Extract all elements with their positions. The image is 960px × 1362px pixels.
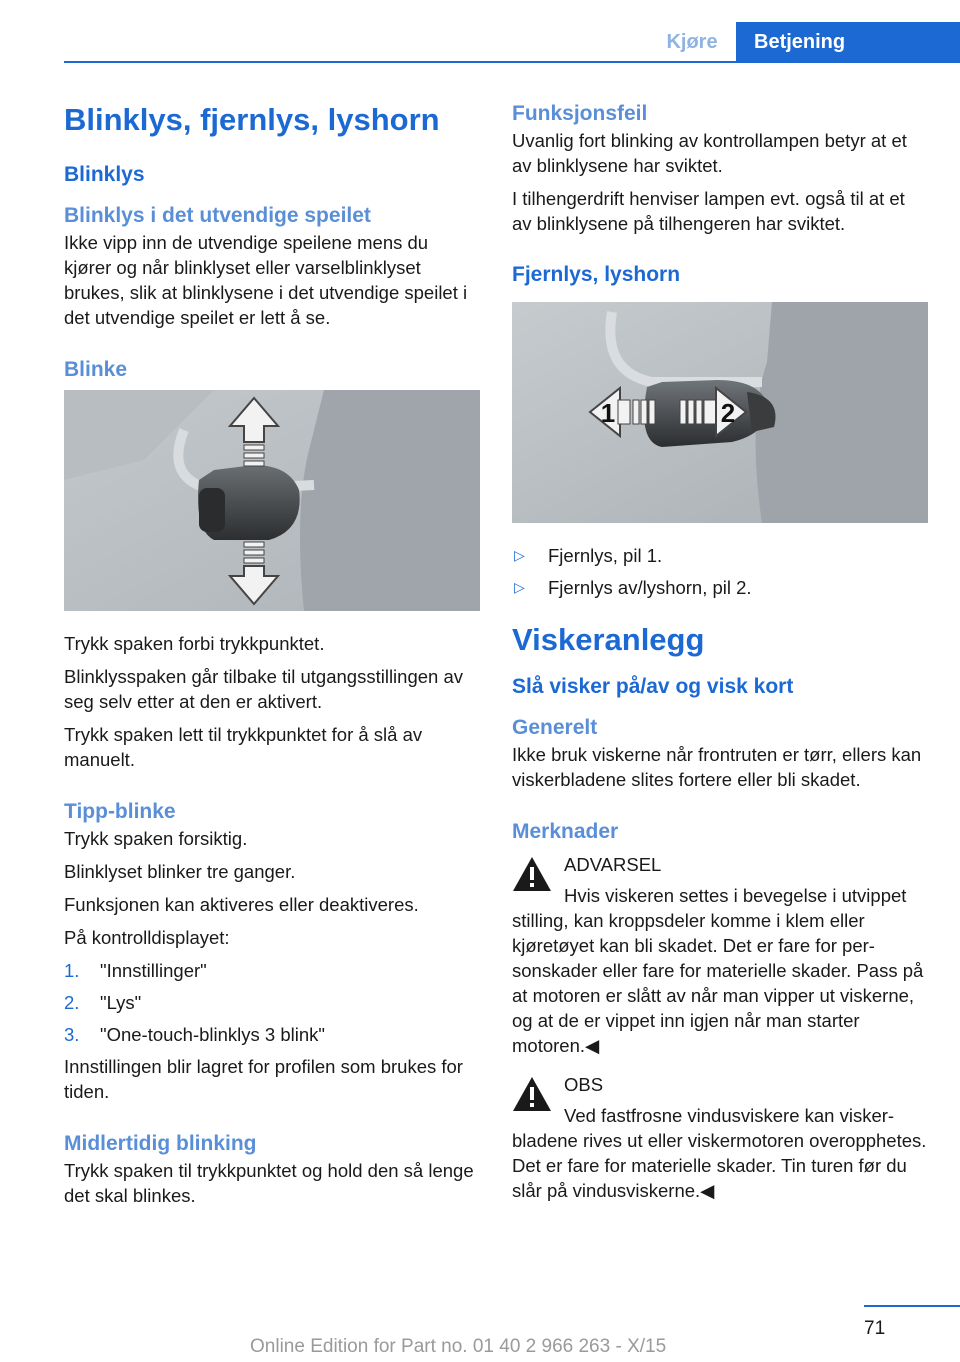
heading-funksjonsfeil: Funksjonsfeil bbox=[512, 102, 648, 125]
page-title: Blinklys, fjernlys, lyshorn bbox=[64, 102, 440, 137]
warning-title: ADVARSEL bbox=[564, 854, 662, 875]
generelt-p1: Ikke bruk viskerne når frontruten er tørr, ellers kan viskerbladene slites fortere eller bli skadet. bbox=[512, 744, 922, 790]
tab-chapter[interactable]: Kjøre bbox=[666, 30, 718, 53]
warning-triangle-icon bbox=[512, 1076, 552, 1112]
tab-section[interactable]: Betjening bbox=[736, 22, 960, 63]
right-column bbox=[512, 100, 928, 1217]
heading-tipp-blinke: Tipp-blinke bbox=[64, 800, 176, 823]
blinke-p3: Trykk spaken lett til trykkpunktet for å slå av manuelt. bbox=[64, 724, 423, 770]
list-item: 3. "One-touch-blinklys 3 blink" bbox=[64, 1024, 325, 1045]
turn-signal-stalk-figure bbox=[64, 390, 480, 611]
heading-blinklys: Blinklys bbox=[64, 163, 145, 186]
tipp-p3: Funksjonen kan aktiveres eller deaktiveres. bbox=[64, 894, 419, 915]
blinke-p1: Trykk spaken forbi trykkpunktet. bbox=[64, 633, 325, 654]
tipp-p1: Trykk spaken forsiktig. bbox=[64, 828, 248, 849]
triangle-bullet-icon: ▷ bbox=[514, 547, 525, 563]
heading-midlertidig: Midlertidig blinking bbox=[64, 1132, 257, 1155]
warning-triangle-icon bbox=[512, 856, 552, 892]
heading-fjernlys: Fjernlys, lyshorn bbox=[512, 263, 681, 286]
tipp-p4: På kontrolldisplayet: bbox=[64, 927, 230, 948]
triangle-bullet-icon: ▷ bbox=[514, 579, 525, 595]
left-column bbox=[64, 100, 480, 1216]
steps-list bbox=[64, 958, 480, 1047]
funk-p2: I tilhengerdrift henviser lampen evt. også til at et av blinklysene på tilhengeren har sviktet. bbox=[512, 188, 905, 234]
heading-merknader: Merknader bbox=[512, 820, 619, 843]
heading-sla-visker: Slå visker på/av og visk kort bbox=[512, 675, 794, 698]
tipp-p2: Blinklyset blinker tre ganger. bbox=[64, 861, 296, 882]
heading-mirror: Blinklys i det utvendige speilet bbox=[64, 204, 371, 227]
warning-text: Hvis viskeren settes i bevegelse i utvippet stilling, kan kroppsdeler komme i klem eller kjøretøyet kan bli skadet. Det er fare for personskader eller fare for materielle skader. Pass på at motoren er slått av når man vipper ut viskerne, og at de er vippet inn igjen når man starter motoren.◀ bbox=[512, 885, 924, 1056]
tipp-p5: Innstillingen blir lagret for profilen som brukes for tiden. bbox=[64, 1056, 463, 1102]
figure-label-2: 2 bbox=[720, 398, 736, 428]
list-item: 1. "Innstillinger" bbox=[64, 960, 207, 981]
heading-viskeranlegg: Viskeranlegg bbox=[512, 622, 705, 657]
heading-generelt: Generelt bbox=[512, 716, 598, 739]
caution-block bbox=[512, 1072, 928, 1203]
warning-block bbox=[512, 852, 928, 1058]
mirror-text: Ikke vipp inn de utvendige speilene mens du kjører og når blinklyset eller varselblinklyset brukes, slik at blinklysene i det utvendige speilet i det utvendige speilet er lett å se. bbox=[64, 232, 468, 328]
page-number: 71 bbox=[864, 1318, 886, 1339]
midl-p1: Trykk spaken til trykkpunktet og hold den så lenge det skal blinkes. bbox=[64, 1160, 474, 1206]
list-item: 2. "Lys" bbox=[64, 992, 142, 1013]
figure-label-1: 1 bbox=[600, 398, 616, 428]
list-item: ▷ Fjernlys, pil 1. bbox=[514, 545, 663, 566]
blinke-p2: Blinklysspaken går tilbake til utgangsstillingen av seg selv etter at den er aktivert. bbox=[64, 666, 463, 712]
caution-text: Ved fastfrosne vindusviskere kan viskerbladene rives ut eller viskermotoren overopphetes. Det er fare for materielle skader. Tin turen før du slår på vindusviskerne.◀ bbox=[512, 1105, 927, 1201]
bullet-list bbox=[512, 543, 928, 600]
edition-footer: Online Edition for Part no. 01 40 2 966 263 - X/15 bbox=[250, 1336, 667, 1357]
funk-p1: Uvanlig fort blinking av kontrollampen betyr at et av blinklysene har sviktet. bbox=[512, 130, 907, 176]
heading-blinke: Blinke bbox=[64, 358, 128, 381]
caution-title: OBS bbox=[564, 1074, 604, 1095]
footer-rule bbox=[864, 1305, 960, 1307]
high-beam-stalk-figure bbox=[512, 302, 928, 523]
list-item: ▷ Fjernlys av/lyshorn, pil 2. bbox=[514, 577, 752, 598]
